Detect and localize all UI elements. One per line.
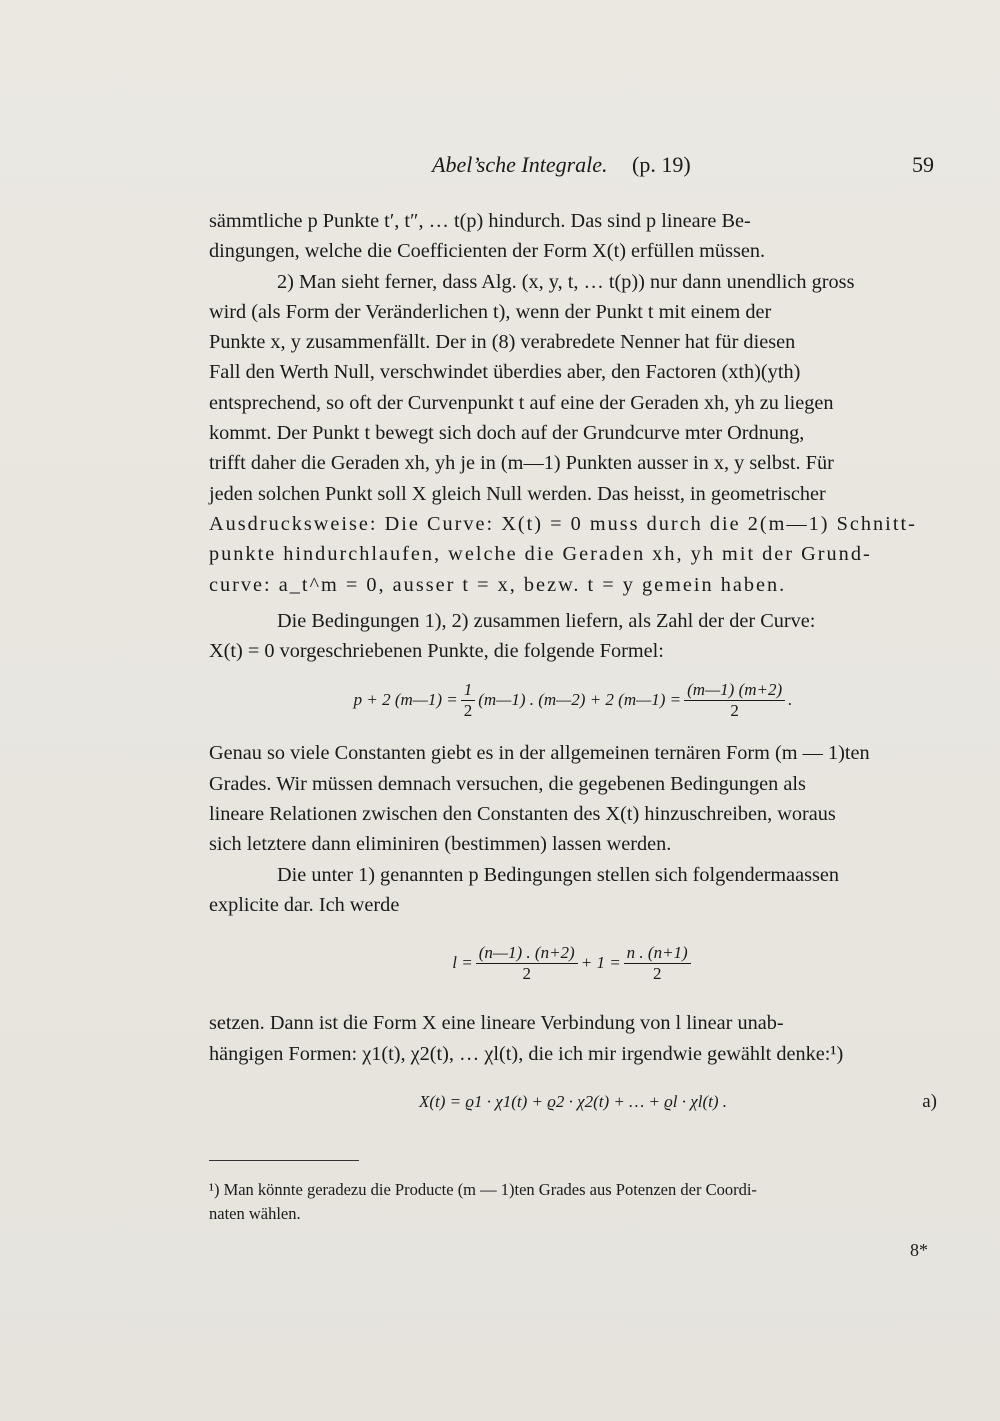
formula-end: . <box>788 690 793 710</box>
text-line: trifft daher die Geraden xh, yh je in (m—1) Punkten ausser in x, y selbst. Für <box>209 452 834 475</box>
formula-middle: (m—1) . (m—2) + 2 (m—1) = <box>478 690 682 710</box>
text-line: Grades. Wir müssen demnach versuchen, die gegebenen Bedingungen als <box>209 772 806 795</box>
text-line: Fall den Werth Null, verschwindet überdies aber, den Factoren (xth)(yth) <box>209 361 801 384</box>
text-line: jeden solchen Punkt soll X gleich Null werden. Das heisst, in geometrischer <box>209 482 826 505</box>
text-line: hängigen Formen: χ1(t), χ2(t), … χl(t), die ich mir irgendwie gewählt denke:¹) <box>209 1042 844 1065</box>
fraction-first <box>476 943 578 984</box>
formula-a <box>209 1075 937 1129</box>
text-line: curve: a_t^m = 0, ausser t = x, bezw. t = y gemein haben. <box>209 573 787 596</box>
text-line: kommt. Der Punkt t bewegt sich doch auf der Grundcurve mter Ordnung, <box>209 422 805 445</box>
signature-mark: 8* <box>910 1240 928 1260</box>
text-line: explicite dar. Ich werde <box>209 893 400 916</box>
text-line: dingungen, welche die Coefficienten der Form X(t) erfüllen müssen. <box>209 240 766 263</box>
text-line: lineare Relationen zwischen den Constanten des X(t) hinzuschreiben, woraus <box>209 803 836 826</box>
main-text <box>209 206 937 1129</box>
formula-middle: + 1 = <box>580 953 621 973</box>
footnote-line: naten wählen. <box>209 1204 301 1223</box>
footnote <box>209 1178 937 1226</box>
formula-lhs: p + 2 (m—1) = <box>353 690 458 710</box>
fraction-result <box>684 680 785 721</box>
text-line: Die unter 1) genannten p Bedingungen stellen sich folgendermaassen <box>277 863 840 886</box>
fraction-denominator: 2 <box>730 700 739 720</box>
text-line: Punkte x, y zusammenfällt. Der in (8) verabredete Nenner hat für diesen <box>209 331 796 354</box>
formula-lhs: l = <box>452 953 473 973</box>
header-reference: (p. 19) <box>632 152 691 177</box>
text-line: setzen. Dann ist die Form X eine lineare Verbindung von l linear unab- <box>209 1012 784 1035</box>
text-line: Die Bedingungen 1), 2) zusammen liefern, als Zahl der der Curve: <box>277 609 816 632</box>
text-line: sich letztere dann eliminiren (bestimmen) lassen werden. <box>209 833 672 856</box>
footnote-rule <box>209 1160 359 1161</box>
text-line: Genau so viele Constanten giebt es in der allgemeinen ternären Form (m — 1)ten <box>209 742 870 765</box>
running-header <box>0 150 1000 180</box>
fraction-half <box>461 680 476 721</box>
fraction-denominator: 2 <box>522 963 531 983</box>
fraction-numerator: n . (n+1) <box>624 943 691 964</box>
fraction-numerator: (n—1) . (n+2) <box>476 943 578 964</box>
fraction-denominator: 2 <box>652 963 662 983</box>
text-line: wird (als Form der Veränderlichen t), wenn der Punkt t mit einem der <box>209 300 772 323</box>
text-line: X(t) = 0 vorgeschriebenen Punkte, die folgende Formel: <box>209 640 664 663</box>
equation-label: a) <box>922 1090 937 1112</box>
fraction-numerator: 1 <box>461 680 476 701</box>
text-line: entsprechend, so oft der Curvenpunkt t auf eine der Geraden xh, yh zu liegen <box>209 391 834 414</box>
fraction-second <box>624 943 691 984</box>
text-line: punkte hindurchlaufen, welche die Geraden xh, yh mit der Grund- <box>209 543 872 566</box>
formula-point-count <box>209 670 937 730</box>
text-line: Ausdrucksweise: Die Curve: X(t) = 0 muss durch die 2(m—1) Schnitt- <box>209 512 917 535</box>
header-title: Abel’sche Integrale. <box>432 152 608 177</box>
footnote-line: ¹) Man könnte geradezu die Producte (m — 1)ten Grades aus Potenzen der Coordi- <box>209 1180 757 1199</box>
text-line: sämmtliche p Punkte t′, t″, … t(p) hindurch. Das sind p lineare Be- <box>209 210 751 232</box>
text-line: 2) Man sieht ferner, dass Alg. (x, y, t, … t(p)) nur dann unendlich gross <box>277 270 855 293</box>
formula-l-definition <box>209 928 937 998</box>
fraction-denominator: 2 <box>463 700 473 720</box>
page-number: 59 <box>912 152 934 177</box>
formula-expression: X(t) = ϱ1 · χ1(t) + ϱ2 · χ2(t) + … + ϱl · χl(t) . <box>418 1091 728 1111</box>
fraction-numerator: (m—1) (m+2) <box>684 680 785 701</box>
